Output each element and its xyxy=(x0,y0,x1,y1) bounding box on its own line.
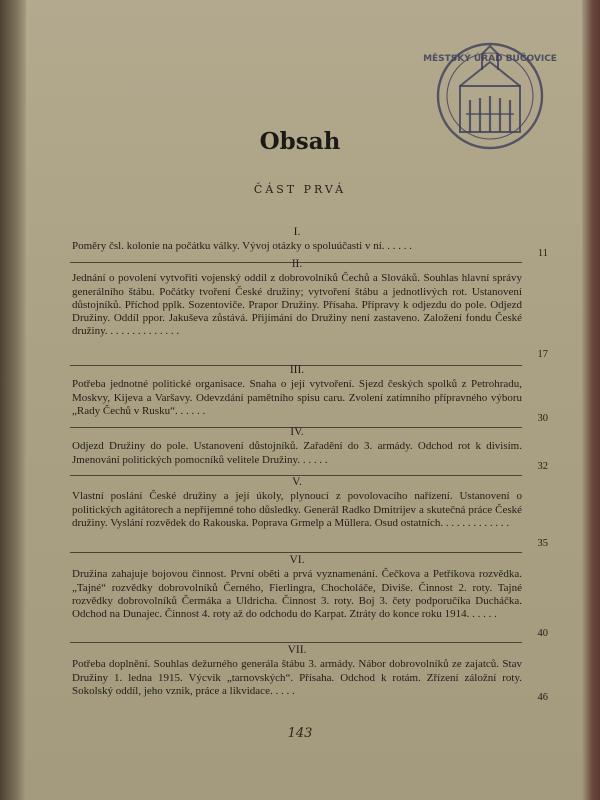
section-page-number: 17 xyxy=(537,349,548,360)
section-text: Vlastní poslání České družiny a její úkoly, plynoucí z povolovacího nařízení. Ustanovení o politických agitátorech a nepříjemné toho důsledky. Generál Radko Dmitrijev a skutečná práce České družiny. Vyslání rozvědek do Rakouska. Poprava Grmelp a Müllera. Osud ostatních. . . . . . . . . . . . . xyxy=(72,490,522,529)
section-numeral: V. xyxy=(292,476,302,488)
section-page-number: 11 xyxy=(537,248,548,259)
toc-section xyxy=(72,554,522,621)
section-page-number: 40 xyxy=(537,628,548,639)
toc-section xyxy=(72,476,522,530)
section-text: Jednání o povolení vytvořiti vojenský oddíl z dobrovolníků Čechů a Slováků. Souhlas hlavní správy generálního štábu. Počátky tvoření České družiny; vytvoření štábu a jednotlivých rot. Ustanovení důstojníků. Příchod pplk. Sozentoviče. Prapor Družiny. Přísaha. Přípravy k odjezdu do pole. Odjezd Družiny. Oddíl ppor. Jakuševa zůstává. Přijímání do Družiny není zastaveno. Založení fondu České družiny. . . . . . . . . . . . . . xyxy=(72,272,522,338)
section-text: Odjezd Družiny do pole. Ustanovení důstojníků. Zařadění do 3. armády. Odchod rot k divisím. Jmenování politických pomocníků velitele Družiny. . . . . . xyxy=(72,440,522,466)
page-number: 143 xyxy=(287,726,313,741)
toc-section xyxy=(72,426,522,467)
section-numeral: IV. xyxy=(290,426,304,438)
toc-section xyxy=(72,226,522,254)
section-text: Potřeba jednotné politické organisace. Snaha o její vytvoření. Sjezd českých spolků z Petrohradu, Moskvy, Kijeva a Varšavy. Odevzdání pamětního spisu caru. Zvolení zatímního přípravného výboru „Rady Čechů v Rusku“. . . . . . xyxy=(72,378,522,417)
page-title: Obsah xyxy=(259,128,341,155)
svg-text:MĚSTSKÝ ÚŘAD BUČOVICE: MĚSTSKÝ ÚŘAD BUČOVICE xyxy=(423,54,557,64)
section-numeral: I. xyxy=(293,226,301,238)
section-text: Poměry čsl. kolonie na počátku války. Vývoj otázky o spoluúčasti v ní. . . . . . xyxy=(72,240,413,253)
section-text: Potřeba doplnění. Souhlas dežurného generála štábu 3. armády. Nábor dobrovolníků ze zajatců. Stav Družiny 1. ledna 1915. Výcvik „tarnovských“. Přísaha. Odchod k rotám. Zřízení záložní roty. Sokolský oddíl, jeho vznik, práce a likvidace. . . . . xyxy=(72,658,522,697)
section-numeral: II. xyxy=(291,258,303,270)
section-text: Družina zahajuje bojovou činnost. První oběti a prvá vyznamenání. Čečkova a Petříkova rozvědka. „Tajné“ rozvědky dobrovolníků Černého, Fierlingra, Chocholáče, Diviše. Činnost 2. roty. Tajné rozvědky dobrovolníků Čermáka a Uldricha. Činnost 3. roty. Boj 3. čety podporučíka Ducháčka. Odchod na Dunajec. Činnost 4. roty až do odchodu do Karpat. Ztráty do konce roku 1914. . . . . . xyxy=(72,568,522,621)
section-page-number: 46 xyxy=(537,692,548,703)
toc-section xyxy=(72,258,522,339)
section-page-number: 32 xyxy=(537,461,548,472)
section-page-number: 35 xyxy=(537,538,548,549)
section-page-number: 30 xyxy=(537,413,548,424)
section-divider xyxy=(70,642,522,643)
section-numeral: VII. xyxy=(287,644,307,656)
page-edge xyxy=(582,0,600,800)
section-numeral: VI. xyxy=(289,554,305,566)
section-divider xyxy=(70,552,522,553)
toc-section xyxy=(72,364,522,418)
book-binding xyxy=(0,0,26,800)
part-heading: ČÁST PRVÁ xyxy=(253,183,347,196)
section-numeral: III. xyxy=(289,364,305,376)
toc-section xyxy=(72,644,522,698)
